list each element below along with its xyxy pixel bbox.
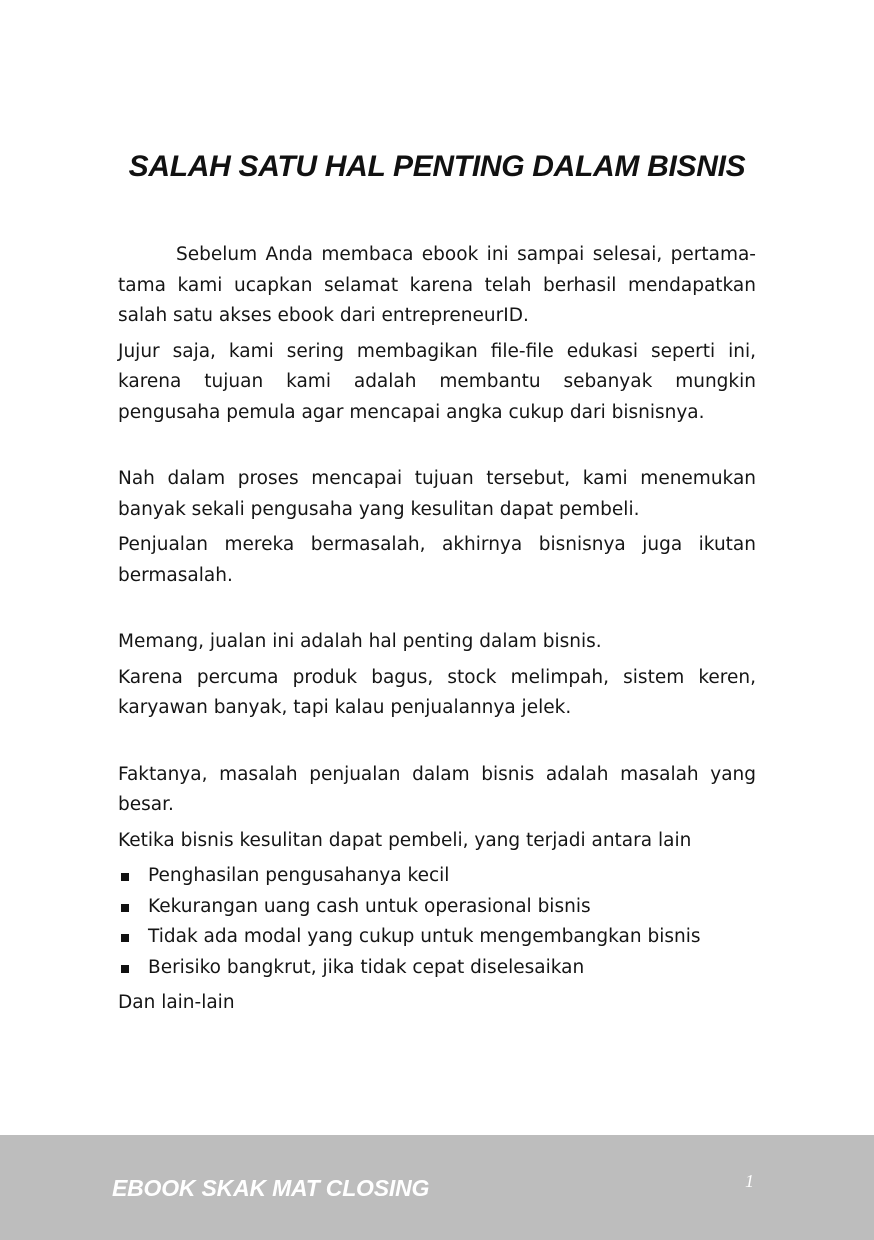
page-title: SALAH SATU HAL PENTING DALAM BISNIS (128, 150, 746, 183)
paragraph-intro: Sebelum Anda membaca ebook ini sampai selesai, pertama-tama kami ucapkan selamat karena telah berhasil mendapatkan salah satu akses ebook dari entrepreneurID. (118, 244, 756, 326)
square-bullet-icon (121, 934, 129, 942)
list-item-text: Kekurangan uang cash untuk operasional bisnis (148, 895, 591, 917)
list-item-text: Berisiko bangkrut, jika tidak cepat diselesaikan (148, 956, 585, 978)
paragraph-sales-problem: Penjualan mereka bermasalah, akhirnya bisnisnya juga ikutan bermasalah. (118, 534, 756, 586)
document-body (118, 240, 756, 1024)
square-bullet-icon (121, 873, 129, 881)
list-item (118, 953, 756, 984)
paragraph-fact: Faktanya, masalah penjualan dalam bisnis adalah masalah yang besar. (118, 763, 756, 815)
paragraph-purpose: Jujur saja, kami sering membagikan file-file edukasi seperti ini, karena tujuan kami adalah membantu sebanyak mungkin pengusaha pemula agar mencapai angka cukup dari bisnisnya. (118, 340, 756, 423)
square-bullet-icon (121, 965, 129, 973)
paragraph-importance: Memang, jualan ini adalah hal penting dalam bisnis. (118, 631, 602, 652)
consequences-list (118, 861, 756, 983)
list-item-text: Penghasilan pengusahanya kecil (148, 865, 450, 886)
paragraph-etc: Dan lain-lain (118, 992, 235, 1013)
footer-bar (0, 1135, 874, 1240)
footer-ebook-title: EBOOK SKAK MAT CLOSING (112, 1175, 430, 1201)
page-number: 1 (745, 1171, 754, 1191)
square-bullet-icon (121, 904, 129, 912)
list-item (118, 892, 756, 923)
list-item (118, 922, 756, 953)
paragraph-reason: Karena percuma produk bagus, stock melimpah, sistem keren, karyawan banyak, tapi kalau penjualannya jelek. (118, 666, 756, 718)
list-item-text: Tidak ada modal yang cukup untuk mengembangkan bisnis (148, 926, 701, 947)
list-item (118, 861, 756, 892)
paragraph-consequences-intro: Ketika bisnis kesulitan dapat pembeli, yang terjadi antara lain (118, 829, 692, 851)
paragraph-finding: Nah dalam proses mencapai tujuan tersebut, kami menemukan banyak sekali pengusaha yang kesulitan dapat pembeli. (118, 468, 756, 520)
